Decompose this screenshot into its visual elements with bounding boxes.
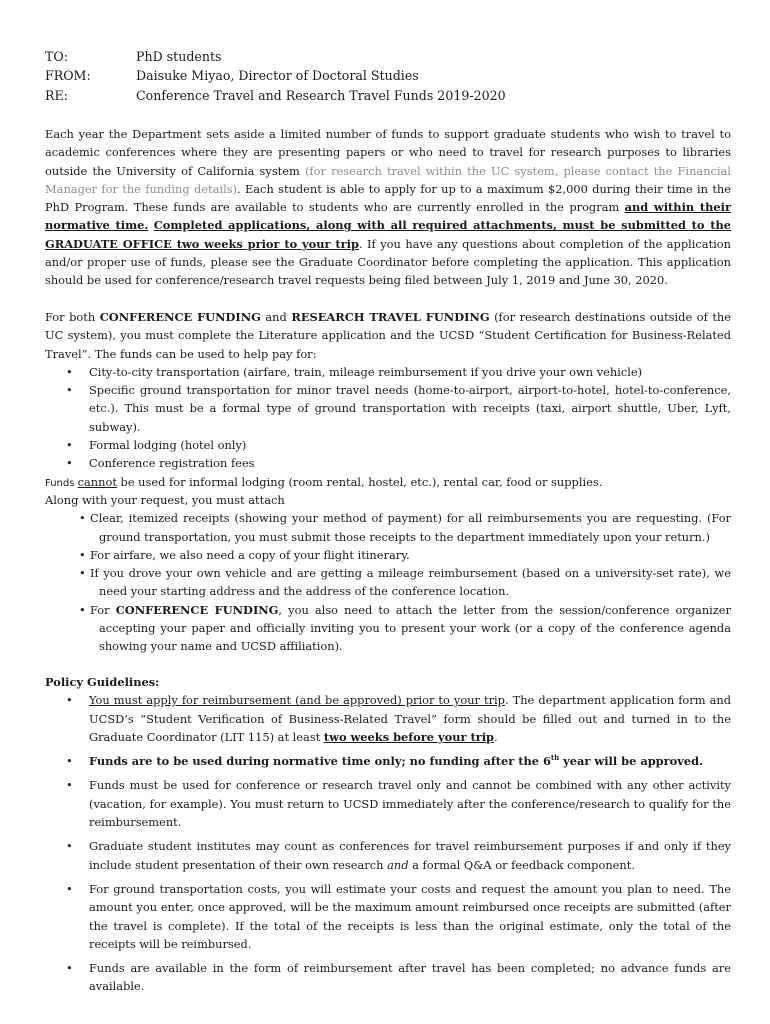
list-item: • Specific ground transportation for minor travel needs (home-to-airport, airport-to-hotel, hotel-to-conference, etc.). This must be a formal type of ground transportation with receipts (taxi, airport shuttle, Uber, Lyft, subway).	[45, 381, 731, 436]
memo-from-value: Daisuke Miyao, Director of Doctoral Studies	[136, 68, 419, 83]
list-item: • If you drove your own vehicle and are getting a mileage reimbursement (based on a university-set rate), we need your starting address and the address of the conference location.	[45, 564, 731, 601]
attachments-list	[45, 509, 731, 655]
policy-list	[45, 691, 731, 995]
intro-paragraph: Each year the Department sets aside a limited number of funds to support graduate students who wish to travel to academic conferences where they are presenting papers or who need to travel for research purposes to libraries outside the University of California system (for research travel within the UC system, please contact the Financial Manager for the funding details). Each student is able to apply for up to a maximum $2,000 during their time in the PhD Program. These funds are available to students who are currently enrolled in the program and within their normative time. Completed applications, along with all required attachments, must be submitted to the GRADUATE OFFICE two weeks prior to your trip. If you have any questions about completion of the application and/or proper use of funds, please see the Graduate Coordinator before completing the application. This application should be used for conference/research travel requests being filed between July 1, 2019 and June 30, 2020.	[45, 127, 732, 288]
funding-section	[45, 308, 731, 493]
list-item: • You must apply for reimbursement (and be approved) prior to your trip. The department application form and UCSD’s “Student Verification of Business-Related Travel” form should be filled out and turned in to the Graduate Coordinator (LIT 115) at least two weeks before your trip.	[45, 691, 731, 746]
deadline-emphasis: Completed applications, along with all required attachments, must be submitted to the GRADUATE OFFICE two weeks prior to your trip	[45, 218, 732, 251]
list-item: • Funds are available in the form of reimbursement after travel has been completed; no advance funds are available.	[45, 959, 731, 996]
memo-to-label: TO:	[45, 49, 68, 64]
funds-restriction-note: Funds cannot be used for informal lodging (room rental, hostel, etc.), rental car, food or supplies.	[45, 474, 603, 489]
list-item: • Formal lodging (hotel only)	[45, 436, 731, 454]
attachments-section	[45, 491, 731, 656]
policy-section	[45, 673, 731, 997]
list-item: • City-to-city transportation (airfare, train, mileage reimbursement if you drive your own vehicle)	[45, 363, 731, 381]
normative-time-emphasis: and within their normative time.	[45, 200, 731, 233]
list-item: • For airfare, we also need a copy of your flight itinerary.	[45, 546, 731, 564]
memo-to-value: PhD students	[136, 49, 222, 64]
list-item: • For CONFERENCE FUNDING, you also need to attach the letter from the session/conference organizer accepting your paper and officially inviting you to present your work (or a copy of the conference agenda showing your name and UCSD affiliation).	[45, 601, 731, 656]
list-item: • Funds must be used for conference or research travel only and cannot be combined with any other activity (vacation, for example). You must return to UCSD immediately after the conference/research to qualify for the reimbursement.	[45, 776, 731, 831]
list-item: • Graduate student institutes may count as conferences for travel reimbursement purposes if and only if they include student presentation of their own research and a formal Q&A or feedback component.	[45, 837, 731, 874]
list-item: • Funds are to be used during normative time only; no funding after the 6th year will be approved.	[45, 752, 731, 770]
list-item: • Clear, itemized receipts (showing your method of payment) for all reimbursements you are requesting. (For ground transportation, you must submit those receipts to the department immediately upon your return.)	[45, 509, 731, 546]
memo-re-value: Conference Travel and Research Travel Funds 2019-2020	[136, 88, 506, 103]
funding-uses-list	[45, 363, 731, 473]
list-item: • Conference registration fees	[45, 454, 731, 472]
policy-heading: Policy Guidelines:	[45, 675, 160, 689]
uc-system-note: (for research travel within the UC system, please contact the Financial Manager for the funding details)	[45, 163, 731, 196]
list-item: • For ground transportation costs, you will estimate your costs and request the amount you plan to need. The amount you enter, once approved, will be the maximum amount reimbursed once receipts are submitted (after the travel is complete). If the total of the receipts is less than the original estimate, only the total of the receipts will be reimbursed.	[45, 880, 731, 953]
attachments-heading: Along with your request, you must attach	[45, 493, 285, 507]
memo-re-label: RE:	[45, 88, 68, 103]
funding-paragraph: For both CONFERENCE FUNDING and RESEARCH TRAVEL FUNDING (for research destinations outside of the UC system), you must complete the Literature application and the UCSD “Student Certification for Business-Related Travel”. The funds can be used to help pay for:	[45, 310, 731, 361]
memo-from-label: FROM:	[45, 68, 91, 83]
